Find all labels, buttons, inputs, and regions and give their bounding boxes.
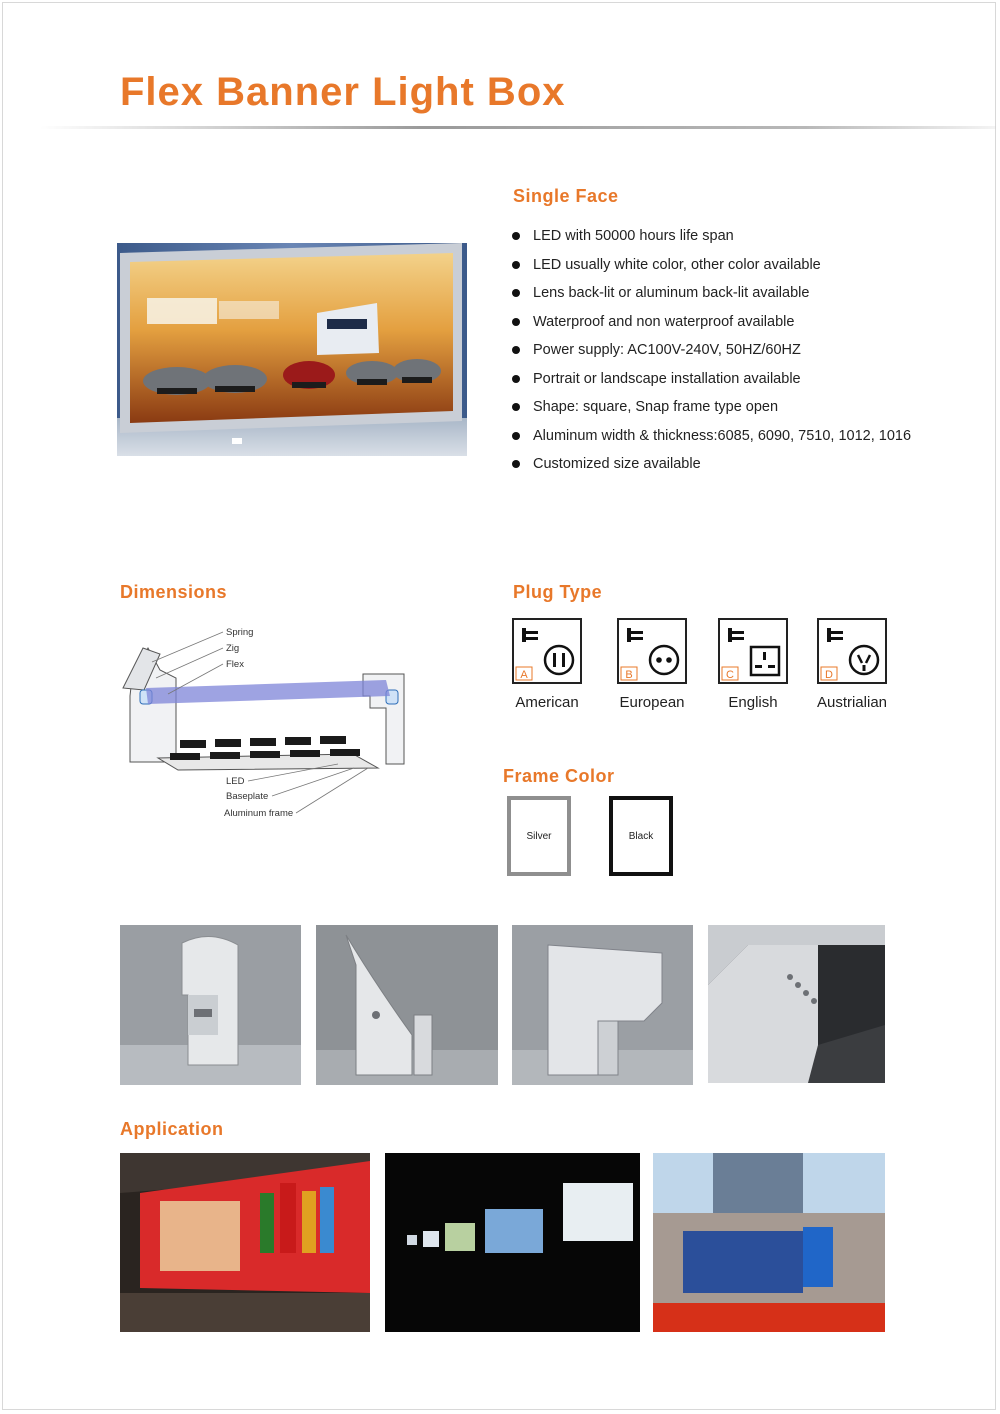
feature-item: Aluminum width & thickness:6085, 6090, 7510, 1012, 1016	[512, 422, 932, 451]
black-frame-swatch	[609, 796, 673, 876]
plug-letter: C	[726, 669, 734, 681]
plug-letter: B	[625, 669, 633, 681]
feature-item: Portrait or landscape installation available	[512, 365, 932, 394]
plug-english	[703, 618, 803, 711]
feature-item: Power supply: AC100V-240V, 50HZ/60HZ	[512, 336, 932, 365]
profile-photo-3	[512, 925, 693, 1085]
feature-item: Customized size available	[512, 450, 932, 479]
feature-item: Lens back-lit or aluminum back-lit available	[512, 279, 932, 308]
application-photo-subway	[120, 1153, 370, 1332]
page-title: Flex Banner Light Box	[120, 70, 566, 114]
profile-photo-1	[120, 925, 301, 1085]
application-photo-night	[385, 1153, 640, 1332]
flex-label: Flex	[226, 659, 244, 670]
plug-letter: A	[520, 669, 528, 681]
zig-label: Zig	[226, 643, 240, 654]
cross-section-diagram	[118, 618, 438, 828]
plug-american	[497, 618, 597, 711]
plug-name: American	[515, 694, 579, 711]
spring-label: Spring	[226, 627, 254, 638]
silver-frame-swatch	[507, 796, 571, 876]
feature-item: Waterproof and non waterproof available	[512, 308, 932, 337]
plug-european-icon	[617, 618, 687, 684]
feature-item: Shape: square, Snap frame type open	[512, 393, 932, 422]
silver-frame-label: Silver	[526, 830, 552, 842]
frame-corner-photo	[708, 925, 885, 1083]
plug-english-icon	[718, 618, 788, 684]
profile-photo-2	[316, 925, 498, 1085]
plug-letter: D	[825, 669, 833, 681]
application-photo-building	[653, 1153, 885, 1332]
plug-name: European	[619, 694, 685, 711]
baseplate-label: Baseplate	[226, 791, 269, 802]
feature-item: LED with 50000 hours life span	[512, 222, 932, 251]
plug-name: English	[728, 694, 778, 711]
title-divider	[40, 126, 996, 129]
application-heading: Application	[120, 1119, 224, 1139]
plug-european	[602, 618, 702, 711]
dimensions-heading: Dimensions	[120, 582, 228, 602]
frame-color-heading: Frame Color	[503, 766, 615, 786]
light-box-photo	[117, 243, 467, 456]
feature-list	[512, 222, 932, 479]
led-label: LED	[226, 776, 245, 787]
plug-american-icon	[512, 618, 582, 684]
black-frame-label: Black	[628, 830, 654, 842]
plug-type-heading: Plug Type	[513, 582, 603, 602]
plug-australian	[802, 618, 902, 711]
feature-item: LED usually white color, other color available	[512, 251, 932, 280]
aluminum-frame-label: Aluminum frame	[224, 808, 294, 819]
plug-australian-icon	[817, 618, 887, 684]
plug-name: Austrialian	[816, 694, 888, 711]
single-face-heading: Single Face	[513, 186, 619, 206]
